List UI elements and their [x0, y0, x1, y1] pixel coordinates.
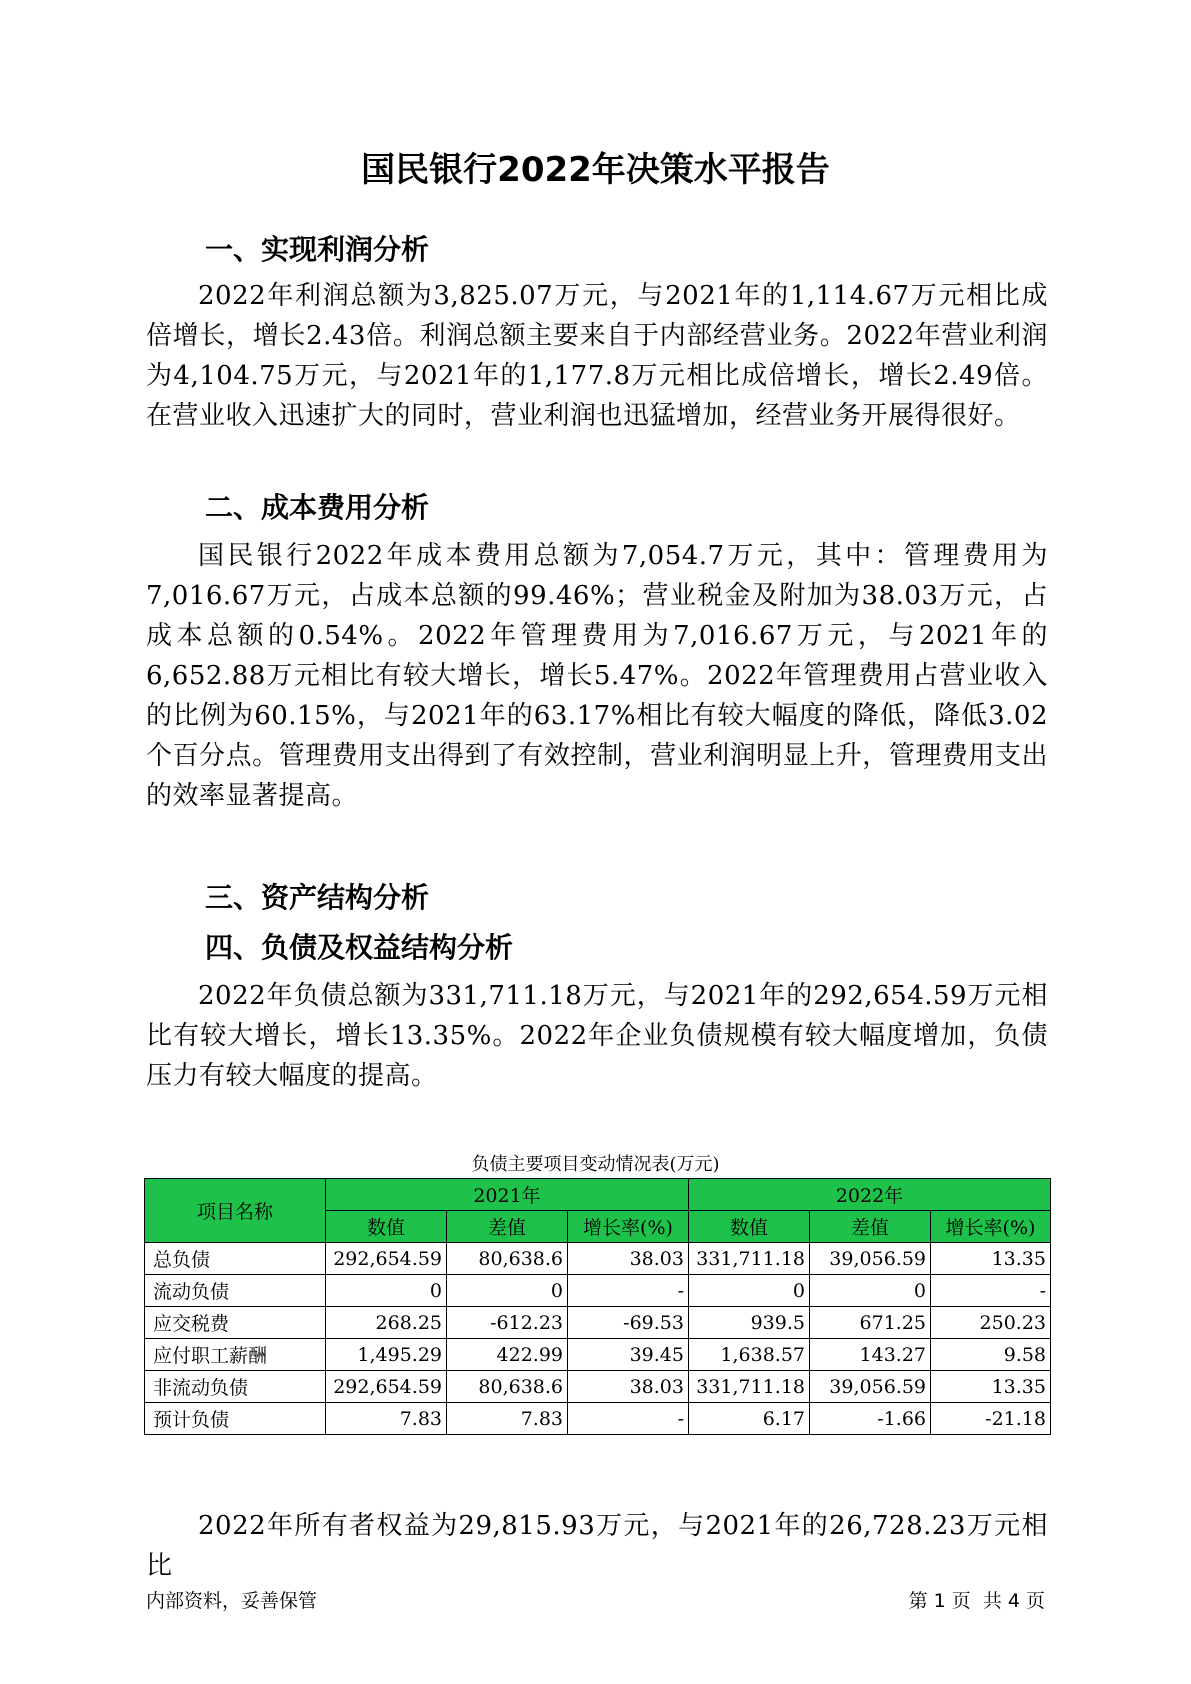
- cell: 331,711.18: [689, 1371, 810, 1403]
- subheader-diff-2021: 差值: [447, 1211, 568, 1243]
- header-year-2021: 2021年: [326, 1179, 689, 1211]
- paragraph-profit: 2022年利润总额为3,825.07万元，与2021年的1,114.67万元相比成倍增长，增长2.43倍。利润总额主要来自于内部经营业务。2022年营业利润为4,104.75万元，与2021年的1,177.8万元相比成倍增长，增长2.49倍。在营业收入迅速扩大的同时，营业利润也迅猛增加，经营业务开展得很好。: [146, 281, 1048, 431]
- cell: 7.83: [447, 1403, 568, 1435]
- cell: -: [931, 1275, 1051, 1307]
- document-title: 国民银行2022年决策水平报告: [361, 150, 830, 190]
- cell: 80,638.6: [447, 1243, 568, 1275]
- cell: 268.25: [326, 1307, 447, 1339]
- cell: 0: [810, 1275, 931, 1307]
- cell: 9.58: [931, 1339, 1051, 1371]
- cell: 38.03: [568, 1243, 689, 1275]
- table-row: [145, 1371, 1051, 1403]
- cell: 422.99: [447, 1339, 568, 1371]
- cell: 292,654.59: [326, 1243, 447, 1275]
- cell: 13.35: [931, 1243, 1051, 1275]
- cell: 6.17: [689, 1403, 810, 1435]
- table-header-row: [145, 1179, 1051, 1211]
- cell: 331,711.18: [689, 1243, 810, 1275]
- footer-confidential: 内部资料，妥善保管: [146, 1590, 318, 1612]
- subheader-rate-2022: 增长率(%): [931, 1211, 1051, 1243]
- footer-page-number: 第 1 页 共 4 页: [908, 1590, 1045, 1612]
- cell: 80,638.6: [447, 1371, 568, 1403]
- cell: 671.25: [810, 1307, 931, 1339]
- cell: 39.45: [568, 1339, 689, 1371]
- cell: 143.27: [810, 1339, 931, 1371]
- row-label: 应交税费: [145, 1307, 326, 1339]
- cell: 1,638.57: [689, 1339, 810, 1371]
- table-row: [145, 1307, 1051, 1339]
- cell: -: [568, 1403, 689, 1435]
- row-label: 非流动负债: [145, 1371, 326, 1403]
- cell: 1,495.29: [326, 1339, 447, 1371]
- subheader-value-2021: 数值: [326, 1211, 447, 1243]
- cell: 39,056.59: [810, 1243, 931, 1275]
- row-label: 预计负债: [145, 1403, 326, 1435]
- row-label: 流动负债: [145, 1275, 326, 1307]
- section-heading-cost: 二、成本费用分析: [205, 491, 430, 524]
- cell: 7.83: [326, 1403, 447, 1435]
- subheader-rate-2021: 增长率(%): [568, 1211, 689, 1243]
- section-heading-assets: 三、资产结构分析: [205, 881, 430, 914]
- cell: -: [568, 1275, 689, 1307]
- cell: -21.18: [931, 1403, 1051, 1435]
- section-heading-profit: 一、实现利润分析: [205, 233, 430, 266]
- cell: 939.5: [689, 1307, 810, 1339]
- paragraph-liabilities: 2022年负债总额为331,711.18万元，与2021年的292,654.59万元相比有较大增长，增长13.35%。2022年企业负债规模有较大幅度增加，负债压力有较大幅度的提高。: [146, 981, 1048, 1091]
- row-label: 应付职工薪酬: [145, 1339, 326, 1371]
- cell: 250.23: [931, 1307, 1051, 1339]
- table-row: [145, 1403, 1051, 1435]
- section-heading-liabilities: 四、负债及权益结构分析: [205, 931, 514, 964]
- cell: 39,056.59: [810, 1371, 931, 1403]
- cell: 292,654.59: [326, 1371, 447, 1403]
- table-row: [145, 1243, 1051, 1275]
- cell: 38.03: [568, 1371, 689, 1403]
- header-year-2022: 2022年: [689, 1179, 1051, 1211]
- paragraph-equity: 2022年所有者权益为29,815.93万元，与2021年的26,728.23万元相比: [146, 1511, 1048, 1581]
- cell: -1.66: [810, 1403, 931, 1435]
- subheader-diff-2022: 差值: [810, 1211, 931, 1243]
- row-label: 总负债: [145, 1243, 326, 1275]
- cell: 0: [689, 1275, 810, 1307]
- table-caption: 负债主要项目变动情况表(万元): [471, 1154, 720, 1175]
- cell: -69.53: [568, 1307, 689, 1339]
- cell: -612.23: [447, 1307, 568, 1339]
- cell: 0: [326, 1275, 447, 1307]
- subheader-value-2022: 数值: [689, 1211, 810, 1243]
- cell: 0: [447, 1275, 568, 1307]
- cell: 13.35: [931, 1371, 1051, 1403]
- paragraph-cost: 国民银行2022年成本费用总额为7,054.7万元，其中：管理费用为7,016.67万元，占成本总额的99.46%；营业税金及附加为38.03万元，占成本总额的0.54%。2022年管理费用为7,016.67万元，与2021年的6,652.88万元相比有较大增长，增长5.47%。2022年管理费用占营业收入的比例为60.15%，与2021年的63.17%相比有较大幅度的降低，降低3.02个百分点。管理费用支出得到了有效控制，营业利润明显上升，管理费用支出的效率显著提高。: [146, 541, 1048, 811]
- table-row: [145, 1275, 1051, 1307]
- table-row: [145, 1339, 1051, 1371]
- header-item-name: 项目名称: [145, 1179, 326, 1243]
- liabilities-table: [144, 1178, 1051, 1435]
